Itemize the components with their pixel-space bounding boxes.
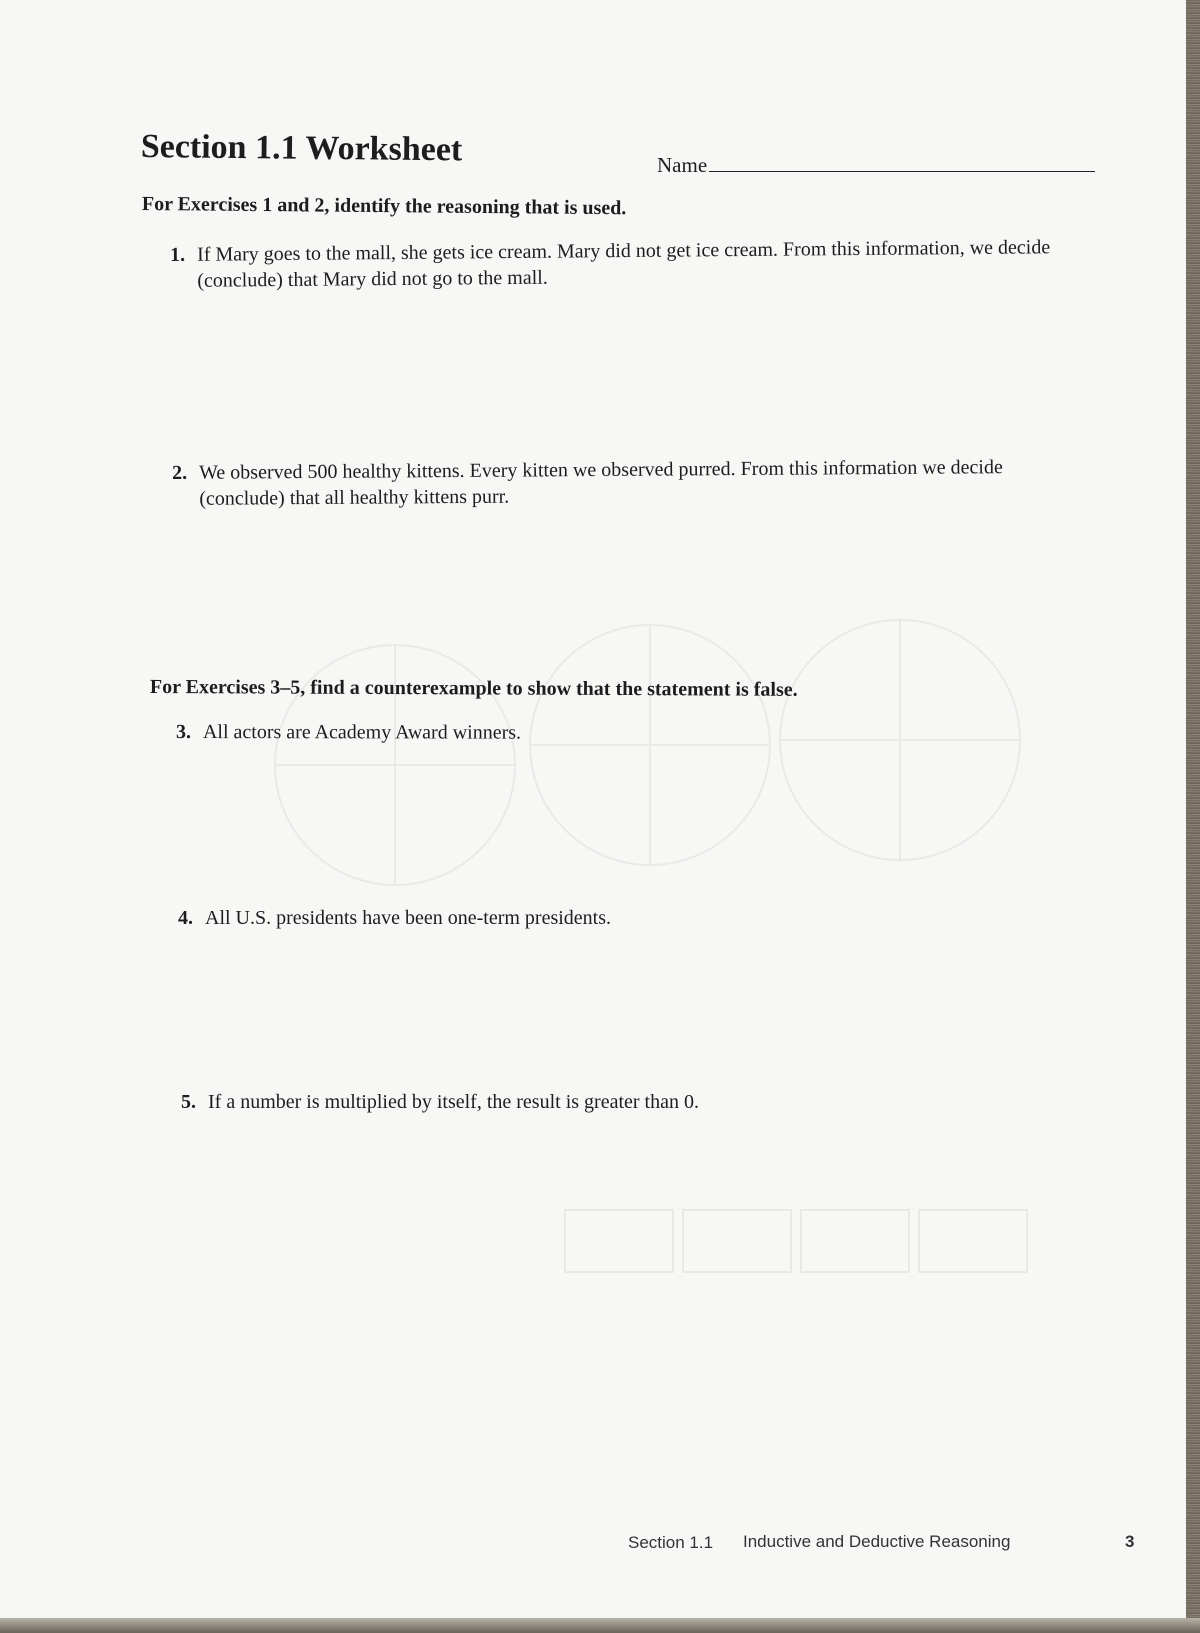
exercise-1 — [170, 234, 1090, 292]
exercise-text: We observed 500 healthy kittens. Every kitten we observed purred. From this information we decide (conclude) that all healthy kittens purr. — [199, 456, 1003, 510]
exercise-3 — [175, 719, 876, 744]
exercise-text: All U.S. presidents have been one-term presidents. — [205, 907, 612, 929]
exercise-2 — [172, 454, 1042, 510]
exercise-text: If a number is multiplied by itself, the result is greater than 0. — [208, 1091, 699, 1113]
part1-instructions: For Exercises 1 and 2, identify the reasoning that is used. — [141, 193, 627, 220]
exercise-number: 4. — [178, 907, 193, 929]
footer-section: Section 1.1 — [628, 1533, 714, 1552]
exercise-number: 1. — [170, 243, 186, 266]
exercise-number: 5. — [181, 1091, 196, 1113]
part2-instructions: For Exercises 3–5, find a counterexample to show that the statement is false. — [149, 676, 798, 701]
footer-topic: Inductive and Deductive Reasoning — [743, 1532, 1011, 1551]
page-number: 3 — [1125, 1532, 1135, 1551]
exercise-text: If Mary goes to the mall, she gets ice cream. Mary did not get ice cream. From this information, we decide (conclude) that Mary did not go to the mall. — [197, 236, 1051, 292]
page-title: Section 1.1 Worksheet — [140, 128, 463, 169]
name-field[interactable] — [709, 171, 1095, 172]
page-bottom-edge — [0, 1618, 1200, 1633]
exercise-number: 3. — [175, 721, 191, 744]
name-label: Name — [657, 153, 708, 177]
exercise-number: 2. — [172, 461, 188, 484]
exercise-text: All actors are Academy Award winners. — [202, 721, 522, 744]
page-edge-stack — [1186, 0, 1200, 1633]
